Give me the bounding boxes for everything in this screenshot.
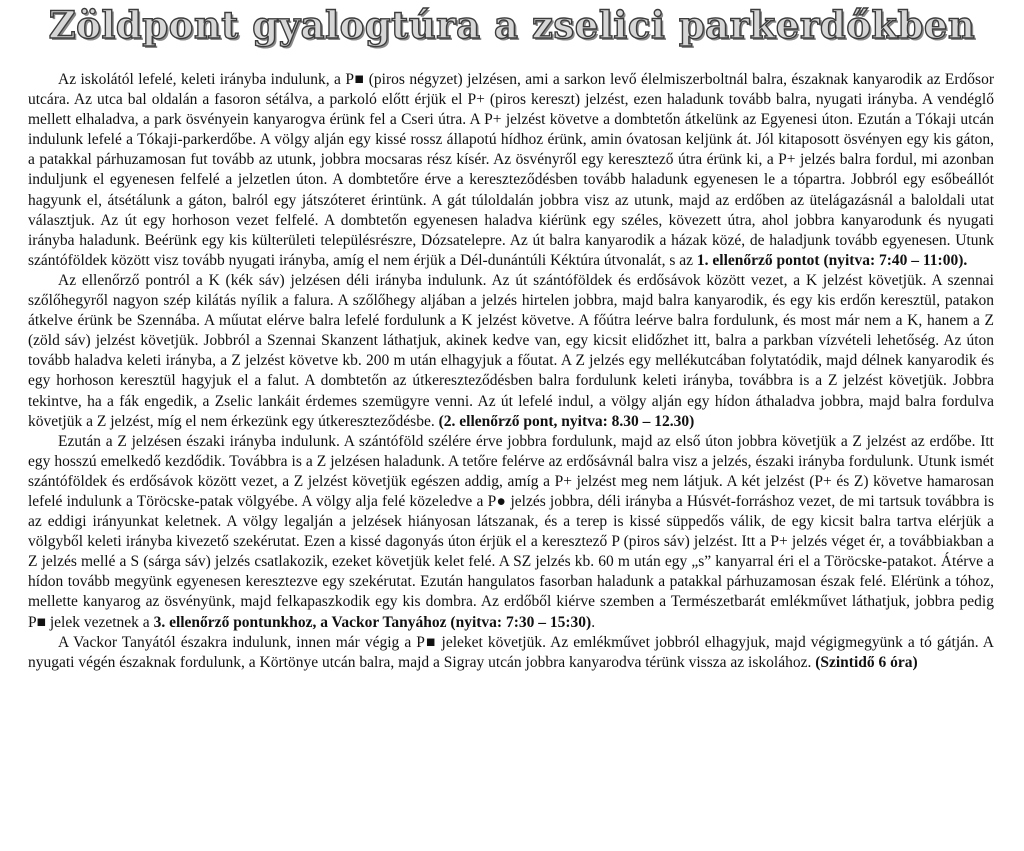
paragraph-2-text: Az ellenőrző pontról a K (kék sáv) jelzésen déli irányba indulunk. Az út szántóföldek és erdősávok között vezet, a K jelzést követjük. A szennai szőlőhegyről nagyon szép kilátás nyílik a falura. A szőlőhegy aljában a jelzés hirtelen jobbra, majd balra kanyarodik, és egy kis erdőn keresztül, patakon átkelve érünk be Szennába. A műutat elérve balra lefelé fordulunk a K jelzést követve. A főútra leérve balra fordulunk, és most már nem a K, hanem a Z (zöld sáv) jelzést követjük. Jobbról a Szennai Skanzent láthatjuk, akinek kedve van, egy kicsit elidőzhet itt, balra a parkban vízvételi lehetőség. Az úton tovább haladva keleti irányba, a Z jelzést követve kb. 200 m után elhagyjuk a főutat. A Z jelzés egy mellékutcában folytatódik, majd délnek kanyarodik és egy horhoson keresztül hagyjuk el a falut. A dombtetőn az útkereszteződésben balra fordulunk keleti irányba, továbbra is a Z jelzést követjük. Jobbra tekintve, ha a fák engedik, a Zselic lankáit érdemes szemügyre venni. Az út lefelé indul, a völgy alján egy hídon áthaladva jobbra, majd balra fordulva követjük a Z jelzést, míg el nem érkezünk egy útkereszteződésbe. (28, 271, 994, 430)
checkpoint-1: 1. ellenőrző pontot (nyitva: 7:40 – 11:00). (696, 251, 968, 269)
checkpoint-3: 3. ellenőrző pontunkhoz, a Vackor Tanyához (nyitva: 7:30 – 15:30) (153, 613, 592, 631)
paragraph-4-text: A Vackor Tanyától északra indulunk, innen már végig a P■ jeleket követjük. Az emlékművet jobbról elhagyjuk, majd végigmegyünk a tó gátján. A nyugati végén északnak fordulunk, a Körtönye utcán balra, majd a Sigray utcán jobbra kanyarodva térünk vissza az iskolához. (28, 633, 994, 671)
paragraph-1-text: Az iskolától lefelé, keleti irányba indulunk, a P■ (piros négyzet) jelzésen, ami a sarkon levő élelmiszerboltnál balra, északnak kanyarodik az Erdősor utcára. Az utca bal oldalán a fasoron sétálva, a parkoló előtt érjük el P+ (piros kereszt) jelzést, ezen haladunk tovább balra, nyugati irányba. A vendéglő mellett elhaladva, a park ösvényein kanyarogva érünk fel a Cseri útra. A P+ jelzést követve a dombtetőn átkelünk az Egyenesi úton. Ezután a Tókaji utcán indulunk lefelé a Tókaji-parkerdőbe. A völgy alján egy kissé rossz állapotú hídhoz érünk, amin óvatosan keljünk át. Jól kitaposott ösvényen egy kis gáton, a patakkal párhuzamosan fut tovább az utunk, jobbra mocsaras rész kísér. Az ösvényről egy keresztező útra érünk ki, a P+ jelzés balra fordul, mi azonban induljunk el egyenesen felfelé a jelzetlen úton. A dombtetőre érve a kereszteződésben tovább haladunk egyenesen le a tópartra. Jobbról egy esőbeállót hagyunk el, átsétálunk a gáton, balról egy játszóteret érintünk. A gát túloldalán jobbra visz az utunk, majd az erdőben az ütelágazásnál a baloldali utat választjuk. Az út egy horhoson vezet felfelé. A dombtetőn egyenesen haladva kiérünk egy széles, kövezett útra, ahol jobbra kanyarodunk és nyugati irányba haladunk. Beérünk egy kis külterületi településrészre, Dózsatelepre. Az út balra kanyarodik a házak közé, de haladjunk tovább egyenesen. Utunk szántóföldek között visz tovább nyugati irányba, amíg el nem érjük a Dél-dunántúli Kéktúra útvonalát, s az (28, 71, 994, 269)
route-description (28, 70, 994, 673)
paragraph-1 (28, 70, 994, 271)
paragraph-4 (28, 633, 994, 673)
checkpoint-2: (2. ellenőrző pont, nyitva: 8.30 – 12.30) (438, 412, 695, 430)
paragraph-3-text: Ezután a Z jelzésen északi irányba indulunk. A szántóföld szélére érve jobbra fordulunk, majd az első úton jobbra követjük a Z jelzést az erdőbe. Itt egy hosszú emelkedő kezdődik. Továbbra is a Z jelzésen haladunk. A tetőre felérve az erdősávnál balra visz a jelzés, északi irányba fordulunk. Utunk ismét szántóföldek és erdősávok között vezet, a Z jelzést követjük egészen addig, amíg a P+ jelzést meg nem látjuk. A két jelzést (P+ és Z) követve hamarosan lefelé indulunk a Töröcske-patak völgyébe. A völgy alja felé közeledve a P● jelzés jobbra, déli irányba a Húsvét-forráshoz vezet, de mi tartsuk továbbra is az eddigi irányunkat keletnek. A völgy legalján a jelzések hiányosan látszanak, és a terep is kissé süppedős válik, de egy kicsit balra tartva elérjük a völgyből keleti irányba kivezető szekérutat. Ezen a kissé dagonyás úton érjük el a keresztező P (piros sáv) jelzést. Itt a P+ jelzés véget ér, a továbbiakban a Z jelzés mellé a S (sárga sáv) jelzés csatlakozik, ezeket követjük kelet felé. A SZ jelzés kb. 60 m után egy „s” kanyarral éri el a Töröcske-patakot. Átérve a hídon tovább megyünk egyenesen keresztezve egy szekérutat. Ezután hangulatos fasorban haladunk a patakkal párhuzamosan észak felé. Elérünk a tóhoz, mellette kanyarog az ösvényünk, majd felkapaszkodik egy kis dombra. Az erdőből kiérve szemben a Természetbarát emlékművet láthatjuk, jobbra pedig P■ jelek vezetnek a (28, 432, 994, 631)
document-title: Zöldpont gyalogtúra a zselici parkerdőkben (48, 3, 976, 47)
paragraph-3-end: . (591, 613, 596, 631)
paragraph-2 (28, 271, 994, 432)
time-limit: (Szintidő 6 óra) (815, 653, 918, 671)
paragraph-3 (28, 432, 994, 633)
